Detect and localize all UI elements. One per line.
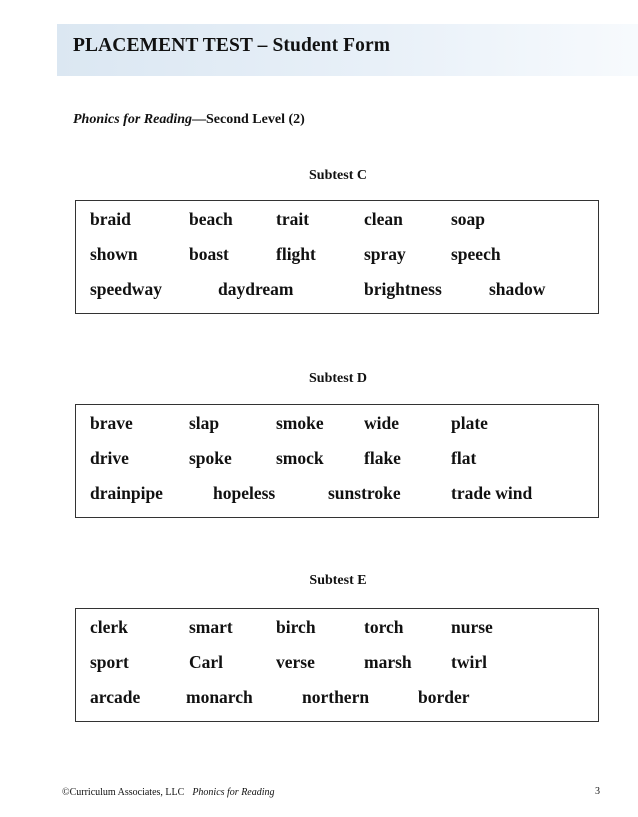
word: verse	[276, 652, 315, 672]
word: hopeless	[213, 483, 276, 503]
word: border	[418, 687, 470, 707]
word: braid	[90, 209, 131, 229]
word: arcade	[90, 687, 141, 707]
word: flat	[451, 448, 477, 468]
word: monarch	[186, 687, 253, 707]
subtest-d-box	[75, 404, 599, 518]
page-number: 3	[595, 786, 600, 797]
word: smock	[276, 448, 324, 468]
word: boast	[189, 244, 229, 264]
word: flake	[364, 448, 401, 468]
word: sunstroke	[328, 483, 401, 503]
word: shadow	[489, 279, 546, 299]
word: speedway	[90, 279, 162, 299]
word: spray	[364, 244, 406, 264]
subtest-d-label: Subtest D	[309, 371, 367, 386]
subtest-e-label: Subtest E	[309, 573, 367, 588]
word: brave	[90, 413, 133, 433]
word: wide	[364, 413, 399, 433]
word: clerk	[90, 617, 128, 637]
footer	[62, 787, 275, 798]
word: sport	[90, 652, 129, 672]
word: plate	[451, 413, 488, 433]
subtitle	[73, 112, 305, 128]
word: Carl	[189, 652, 224, 672]
word: birch	[276, 617, 316, 637]
word: twirl	[451, 652, 487, 672]
word: smart	[189, 617, 233, 637]
footer-copyright: ©Curriculum Associates, LLC	[62, 787, 185, 798]
word: trait	[276, 209, 310, 229]
word: beach	[189, 209, 233, 229]
word: smoke	[276, 413, 324, 433]
word: soap	[451, 209, 486, 229]
subtitle-program: Phonics for Reading	[73, 112, 193, 127]
word: torch	[364, 617, 404, 637]
subtitle-level: —Second Level (2)	[192, 112, 305, 127]
subtest-e-box	[75, 608, 599, 722]
word: brightness	[364, 279, 442, 299]
word: marsh	[364, 652, 412, 672]
word: spoke	[189, 448, 232, 468]
word: trade wind	[451, 483, 533, 503]
word: northern	[302, 687, 370, 707]
word: nurse	[451, 617, 493, 637]
page-title: PLACEMENT TEST – Student Form	[73, 35, 391, 56]
subtest-c-label: Subtest C	[309, 168, 367, 183]
word: clean	[364, 209, 403, 229]
word: speech	[451, 244, 501, 264]
word: flight	[276, 244, 316, 264]
word: drainpipe	[90, 483, 163, 503]
word: slap	[189, 413, 220, 433]
word: drive	[90, 448, 129, 468]
subtest-c-box	[75, 200, 599, 314]
footer-program: Phonics for Reading	[192, 787, 275, 798]
word: shown	[90, 244, 138, 264]
word: daydream	[218, 279, 294, 299]
